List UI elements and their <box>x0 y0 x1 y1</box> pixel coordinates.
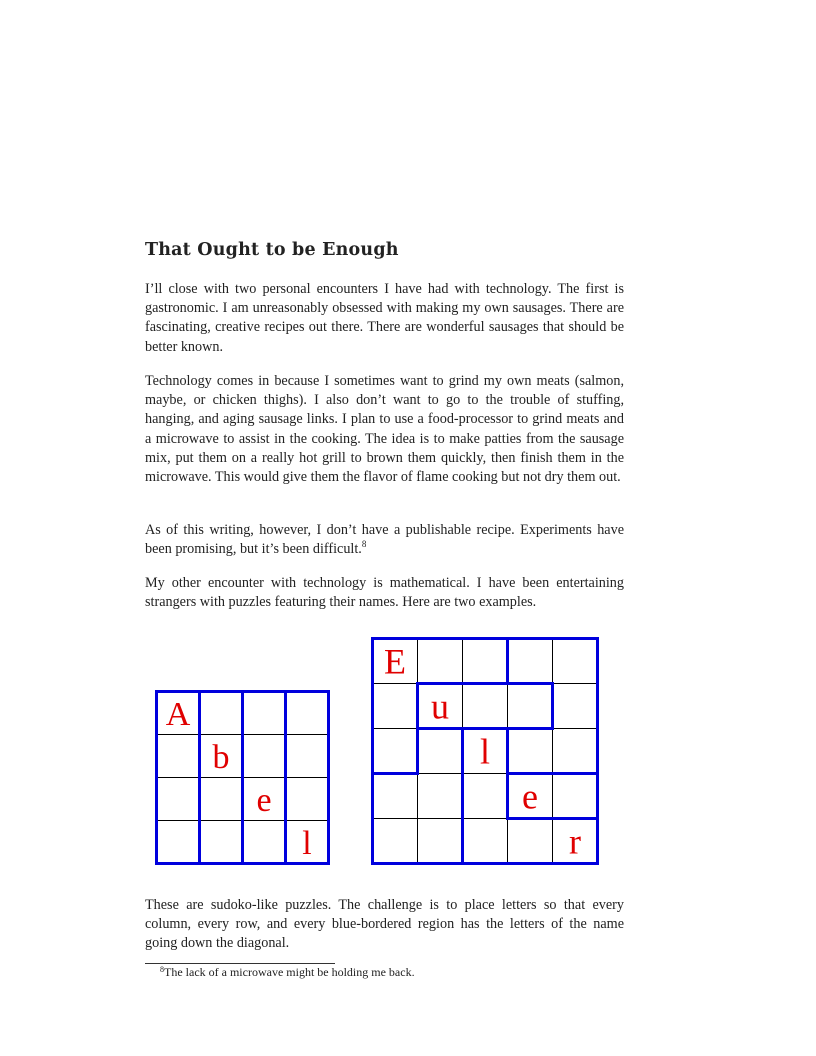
footnote-text: The lack of a microwave might be holding me back. <box>164 965 415 979</box>
euler-letter-4[interactable]: r <box>569 821 581 862</box>
puzzle-abel <box>155 690 331 866</box>
euler-letter-2[interactable]: l <box>479 731 491 772</box>
footnote-mark: 8 <box>160 965 164 974</box>
paragraph-2: Technology comes in because I sometimes want to grind my own meats (salmon, maybe, or chicken thighs). I also don’t want to go to the trouble of stuffing, hanging, and aging sausage links. I plan to use a food-processor to grind meats and a microwave to assist in the cooking. The idea is to make patties from the sausage mix, put them on a really hot grill to brown them quickly, then finish them in the microwave. This would give them the flavor of flame cooking but not dry them out. <box>145 373 624 486</box>
paragraph-3-text: As of this writing, however, I don’t have a publishable recipe. Experiments have been promising, but it’s been difficult. <box>145 522 624 558</box>
abel-letter-1[interactable]: b <box>212 739 230 777</box>
paragraph-1: I’ll close with two personal encounters I have had with technology. The first is gastronomic. I am unreasonably obsessed with making my own sausages. There are fascinating, creative recipes out there. There are wonderful sausages that should be better known. <box>145 281 624 355</box>
paragraph-4: My other encounter with technology is mathematical. I have been entertaining strangers with puzzles featuring their names. Here are two examples. <box>145 575 624 611</box>
footnote <box>160 965 415 980</box>
section-heading: That Ought to be Enough <box>145 240 399 260</box>
abel-letter-3[interactable]: l <box>302 825 312 863</box>
abel-letter-0[interactable]: A <box>165 696 191 734</box>
abel-letter-2[interactable]: e <box>256 782 272 820</box>
footnote-ref[interactable]: 8 <box>361 539 367 550</box>
euler-letter-1[interactable]: u <box>431 686 449 727</box>
paragraph-5: These are sudoko-like puzzles. The challenge is to place letters so that every column, every row, and every blue-bordered region has the letters of the name going down the diagonal. <box>145 897 624 952</box>
puzzle-euler <box>371 637 599 865</box>
euler-letter-0[interactable]: E <box>384 641 406 682</box>
paragraph-3 <box>145 521 624 559</box>
euler-letter-3[interactable]: e <box>522 776 538 817</box>
footnote-rule <box>145 963 335 964</box>
